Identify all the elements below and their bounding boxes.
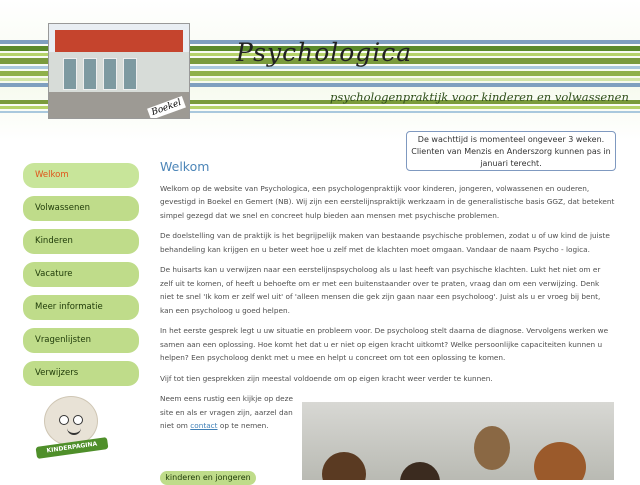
kinderpagina-badge[interactable]: [34, 396, 110, 462]
page-header: [0, 0, 640, 140]
referral-paragraph: De huisarts kan u verwijzen naar een eerstelijnspsycholoog als u last heeft van psychische klachten. Lukt het niet om er zelf uit te komen, of heeft u behoefte om er met een buitenstaander over te praten, vraag dan om een verwijzing. Denk niet te snel 'Ik kom er zelf wel uit' of 'alleen mensen die gek zijn gaan naar een psycholoog'. Juist als u er vroeg bij bent, kan een psycholoog u goed helpen.: [160, 265, 601, 315]
nav-item-vragenlijsten[interactable]: Vragenlijsten: [23, 328, 139, 353]
kinderen-jongeren-button[interactable]: kinderen en jongeren: [160, 471, 256, 485]
contact-text-before: Neem eens rustig een kijkje op deze site en als er vragen zijn, aarzel dan niet om: [160, 394, 293, 430]
team-photo: [302, 402, 614, 480]
intro-paragraph: Welkom op de website van Psychologica, een psychologenpraktijk voor kinderen, jongeren, volwassenen en ouderen, gevestigd in Boekel en Gemert (NB). Wij zijn een eerstelijnspraktijk werkzaam in de generalistische basis GGZ, dat betekent simpel gezegd dat we snel en concreet hulp bieden aan mensen met psychische problemen.: [160, 183, 615, 220]
sessions-paragraph: Vijf tot tien gesprekken zijn meestal voldoende om op eigen kracht weer verder te kunnen.: [160, 373, 493, 383]
nav-item-vacature[interactable]: Vacature: [23, 262, 139, 287]
first-session-paragraph: In het eerste gesprek legt u uw situatie en probleem voor. De psycholoog stelt daarna de diagnose. Vervolgens werken we samen aan een oplossing. Hoe komt het dat u er niet op eigen kracht uitkomt? Welke persoonlijke capaciteiten kunnen u helpen? Een psycholoog denkt met u mee en helpt u concreet om tot een oplossing te komen.: [160, 326, 609, 362]
nav-item-verwijzers[interactable]: Verwijzers: [23, 361, 139, 386]
contact-paragraph: [160, 392, 295, 433]
sidebar-nav: [23, 163, 139, 394]
main-content: [160, 160, 615, 440]
goal-paragraph: De doelstelling van de praktijk is het begrijpelijk maken van bestaande psychische problemen, zodat u of uw kind de juiste behandeling kan krijgen en u beter weet hoe u zelf met de klachten moet omgaan. Vandaar de naam Psycho - logica.: [160, 231, 610, 254]
notice-line-2: Clienten van Menzis en Anderszorg kunnen pas in januari terecht.: [411, 147, 611, 168]
nav-item-kinderen[interactable]: Kinderen: [23, 229, 139, 254]
photo-label: Boekel: [147, 96, 186, 119]
contact-link[interactable]: contact: [190, 421, 218, 430]
nav-item-volwassenen[interactable]: Volwassenen: [23, 196, 139, 221]
site-tagline: psychologenpraktijk voor kinderen en volwassenen: [330, 90, 629, 104]
contact-text-after: op te nemen.: [219, 421, 269, 430]
nav-item-welkom[interactable]: Welkom: [23, 163, 139, 188]
notice-line-1: De wachttijd is momenteel ongeveer 3 weken.: [417, 135, 605, 144]
page-title: Welkom: [160, 159, 210, 174]
building-photo: [48, 23, 190, 119]
site-logo[interactable]: Psychologica: [236, 38, 413, 67]
nav-item-meer-informatie[interactable]: Meer informatie: [23, 295, 139, 320]
kinderpagina-label: KINDERPAGINA: [36, 437, 109, 459]
